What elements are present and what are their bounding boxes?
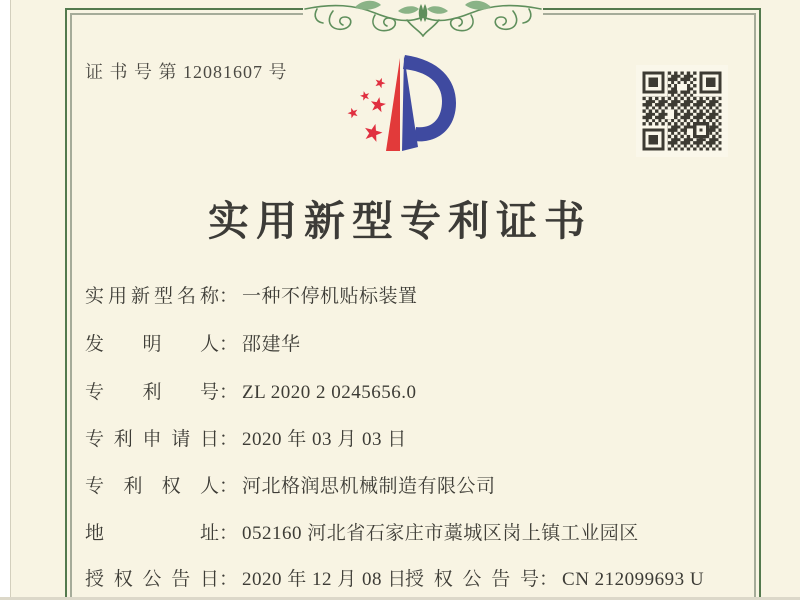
field-row-patent-no [85, 380, 765, 406]
field-label-grant-date: 授权公告日 [85, 569, 219, 590]
field-colon: ： [219, 523, 239, 544]
field-grant-no [405, 567, 704, 593]
field-value-name: 一种不停机贴标装置 [242, 286, 418, 307]
field-row-inventor [85, 332, 765, 358]
field-label-filing-date: 专利申请日 [85, 429, 219, 450]
field-colon: ： [219, 476, 239, 497]
field-value-patentee: 河北格润思机械制造有限公司 [242, 476, 496, 497]
field-row-grant [85, 567, 765, 593]
qr-code [636, 64, 728, 158]
field-value-filing-date: 2020 年 03 月 03 日 [242, 429, 407, 450]
field-row-filing-date [85, 427, 765, 453]
cnipa-logo-icon [330, 50, 470, 172]
certificate-title: 实用新型专利证书 [208, 198, 592, 244]
field-label-name: 实用新型名称 [85, 286, 219, 307]
field-colon: ： [219, 334, 239, 355]
field-row-name [85, 284, 765, 310]
field-colon: ： [219, 429, 239, 450]
field-label-patentee: 专利权人 [85, 476, 219, 497]
field-colon: ： [539, 569, 559, 590]
field-value-inventor: 邵建华 [242, 334, 301, 355]
field-value-patent-no: ZL 2020 2 0245656.0 [242, 382, 417, 403]
field-row-patentee [85, 474, 765, 500]
field-row-address [85, 521, 765, 547]
certificate-number: 证 书 号 第 12081607 号 [85, 62, 288, 82]
field-label-patent-no: 专利号 [85, 382, 219, 403]
top-ornament-icon [303, 0, 543, 40]
field-colon: ： [219, 286, 239, 307]
field-colon: ： [219, 382, 239, 403]
field-label-grant-no: 授权公告号 [405, 569, 539, 590]
field-label-address: 地址 [85, 523, 219, 544]
field-colon: ： [219, 569, 239, 590]
field-value-grant-date: 2020 年 12 月 08 日 [242, 569, 407, 590]
field-value-address: 052160 河北省石家庄市藁城区岗上镇工业园区 [242, 523, 639, 544]
field-value-grant-no: CN 212099693 U [562, 569, 705, 590]
field-label-inventor: 发明人 [85, 334, 219, 355]
